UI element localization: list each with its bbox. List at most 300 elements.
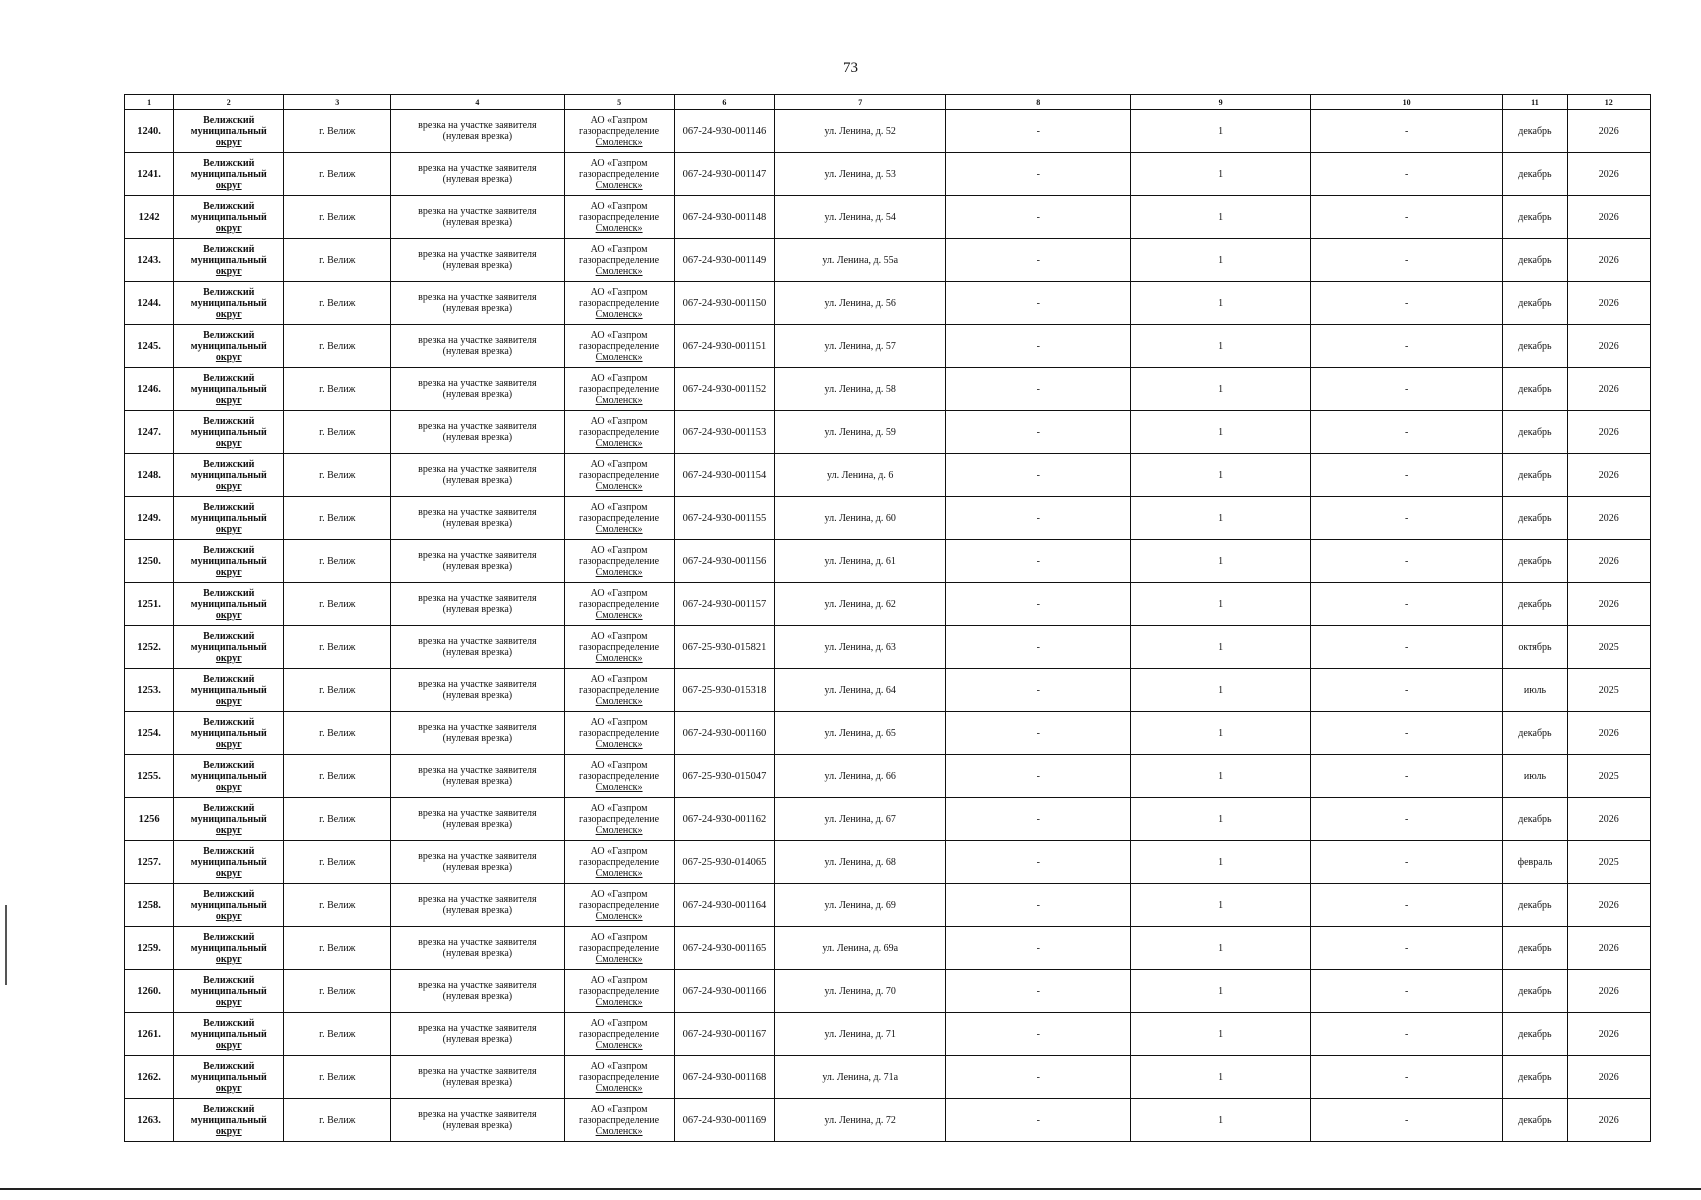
year-cell: 2026 — [1567, 239, 1650, 282]
organization-cell-line: газораспределение — [579, 770, 660, 782]
month-cell: декабрь — [1503, 540, 1567, 583]
work-type-cell-line: врезка на участке заявителя — [418, 722, 537, 733]
work-type-cell — [391, 110, 564, 153]
col9-cell: 1 — [1131, 325, 1311, 368]
row-number: 1248. — [125, 454, 174, 497]
district-cell-line: муниципальный — [190, 297, 267, 309]
row-number: 1259. — [125, 927, 174, 970]
district-cell — [174, 712, 284, 755]
district-cell — [174, 540, 284, 583]
page-number: 73 — [843, 60, 858, 76]
organization-cell — [564, 153, 674, 196]
work-type-cell-line: врезка на участке заявителя — [418, 593, 537, 604]
organization-cell — [564, 755, 674, 798]
row-number: 1241. — [125, 153, 174, 196]
row-number: 1247. — [125, 411, 174, 454]
district-cell-line: муниципальный — [190, 469, 267, 481]
organization-cell-line: АО «Газпром — [590, 802, 648, 814]
organization-cell-line: газораспределение — [579, 555, 660, 567]
organization-cell-line: АО «Газпром — [590, 587, 648, 599]
organization-cell-line: АО «Газпром — [590, 458, 648, 470]
row-number: 1242 — [125, 196, 174, 239]
address-cell: ул. Ленина, д. 56 — [775, 282, 946, 325]
district-cell — [174, 927, 284, 970]
col8-cell: - — [946, 540, 1131, 583]
organization-cell-line: АО «Газпром — [590, 329, 648, 341]
table-row — [125, 755, 1651, 798]
col8-cell: - — [946, 927, 1131, 970]
city-cell: г. Велиж — [284, 239, 391, 282]
col9-cell: 1 — [1131, 1056, 1311, 1099]
month-cell: декабрь — [1503, 153, 1567, 196]
district-cell-line: муниципальный — [190, 340, 267, 352]
year-cell: 2026 — [1567, 798, 1650, 841]
district-cell-line: муниципальный — [190, 125, 267, 137]
col9-cell: 1 — [1131, 583, 1311, 626]
year-cell: 2026 — [1567, 411, 1650, 454]
organization-cell-line: Смоленск» — [595, 222, 643, 234]
col9-cell: 1 — [1131, 841, 1311, 884]
organization-cell-line: газораспределение — [579, 254, 660, 266]
table-row — [125, 884, 1651, 927]
col10-cell: - — [1310, 454, 1502, 497]
district-cell-line: Велижский — [203, 458, 255, 470]
col9-cell: 1 — [1131, 153, 1311, 196]
row-number: 1261. — [125, 1013, 174, 1056]
district-cell — [174, 1099, 284, 1142]
organization-cell-line: газораспределение — [579, 641, 660, 653]
work-type-cell — [391, 841, 564, 884]
district-cell — [174, 669, 284, 712]
work-type-cell-line: (нулевая врезка) — [442, 1120, 513, 1131]
district-cell — [174, 970, 284, 1013]
register-table — [124, 94, 1651, 1142]
district-cell — [174, 239, 284, 282]
organization-cell-line: Смоленск» — [595, 566, 643, 578]
organization-cell — [564, 196, 674, 239]
row-number: 1251. — [125, 583, 174, 626]
table-row — [125, 196, 1651, 239]
code-cell: 067-24-930-001157 — [674, 583, 775, 626]
column-number: 8 — [946, 95, 1131, 110]
work-type-cell-line: врезка на участке заявителя — [418, 550, 537, 561]
district-cell-line: муниципальный — [190, 899, 267, 911]
district-cell-line: муниципальный — [190, 641, 267, 653]
organization-cell-line: АО «Газпром — [590, 157, 648, 169]
column-number: 5 — [564, 95, 674, 110]
city-cell: г. Велиж — [284, 153, 391, 196]
district-cell-line: округ — [215, 179, 242, 191]
month-cell: декабрь — [1503, 110, 1567, 153]
code-cell: 067-24-930-001148 — [674, 196, 775, 239]
organization-cell — [564, 970, 674, 1013]
work-type-cell — [391, 153, 564, 196]
work-type-cell-line: (нулевая врезка) — [442, 991, 513, 1002]
district-cell-line: Велижский — [203, 200, 255, 212]
district-cell — [174, 841, 284, 884]
col10-cell: - — [1310, 669, 1502, 712]
district-cell-line: Велижский — [203, 716, 255, 728]
organization-cell — [564, 1013, 674, 1056]
district-cell — [174, 583, 284, 626]
col9-cell: 1 — [1131, 196, 1311, 239]
organization-cell-line: АО «Газпром — [590, 630, 648, 642]
work-type-cell — [391, 540, 564, 583]
district-cell-line: муниципальный — [190, 856, 267, 868]
district-cell-line: округ — [215, 566, 242, 578]
work-type-cell — [391, 368, 564, 411]
work-type-cell — [391, 583, 564, 626]
work-type-cell-line: врезка на участке заявителя — [418, 851, 537, 862]
month-cell: июль — [1503, 669, 1567, 712]
district-cell — [174, 884, 284, 927]
row-number: 1260. — [125, 970, 174, 1013]
code-cell: 067-24-930-001149 — [674, 239, 775, 282]
work-type-cell-line: врезка на участке заявителя — [418, 464, 537, 475]
district-cell-line: округ — [215, 781, 242, 793]
col10-cell: - — [1310, 325, 1502, 368]
district-cell-line: муниципальный — [190, 211, 267, 223]
address-cell: ул. Ленина, д. 69 — [775, 884, 946, 927]
address-cell: ул. Ленина, д. 68 — [775, 841, 946, 884]
organization-cell-line: АО «Газпром — [590, 501, 648, 513]
year-cell: 2026 — [1567, 368, 1650, 411]
organization-cell-line: Смоленск» — [595, 652, 643, 664]
footer-rule — [0, 1188, 1701, 1190]
col10-cell: - — [1310, 1099, 1502, 1142]
code-cell: 067-24-930-001155 — [674, 497, 775, 540]
register-sheet — [124, 94, 1651, 1142]
col8-cell: - — [946, 497, 1131, 540]
organization-cell-line: АО «Газпром — [590, 888, 648, 900]
district-cell — [174, 798, 284, 841]
year-cell: 2026 — [1567, 110, 1650, 153]
district-cell-line: муниципальный — [190, 555, 267, 567]
district-cell-line: Велижский — [203, 286, 255, 298]
organization-cell-line: Смоленск» — [595, 265, 643, 277]
organization-cell — [564, 798, 674, 841]
col8-cell: - — [946, 970, 1131, 1013]
row-number: 1255. — [125, 755, 174, 798]
work-type-cell — [391, 755, 564, 798]
month-cell: декабрь — [1503, 927, 1567, 970]
table-row — [125, 1056, 1651, 1099]
col8-cell: - — [946, 884, 1131, 927]
organization-cell-line: Смоленск» — [595, 609, 643, 621]
col9-cell: 1 — [1131, 540, 1311, 583]
col10-cell: - — [1310, 1056, 1502, 1099]
district-cell-line: Велижский — [203, 587, 255, 599]
code-cell: 067-25-930-015318 — [674, 669, 775, 712]
col8-cell: - — [946, 282, 1131, 325]
organization-cell-line: газораспределение — [579, 512, 660, 524]
code-cell: 067-24-930-001154 — [674, 454, 775, 497]
city-cell: г. Велиж — [284, 1013, 391, 1056]
col10-cell: - — [1310, 282, 1502, 325]
work-type-cell — [391, 884, 564, 927]
col9-cell: 1 — [1131, 411, 1311, 454]
work-type-cell-line: врезка на участке заявителя — [418, 679, 537, 690]
table-row — [125, 454, 1651, 497]
district-cell-line: округ — [215, 996, 242, 1008]
table-row — [125, 282, 1651, 325]
organization-cell — [564, 626, 674, 669]
work-type-cell-line: (нулевая врезка) — [442, 819, 513, 830]
scan-margin-mark — [5, 905, 7, 985]
col8-cell: - — [946, 1013, 1131, 1056]
table-row — [125, 1013, 1651, 1056]
organization-cell — [564, 583, 674, 626]
row-number: 1257. — [125, 841, 174, 884]
table-row — [125, 712, 1651, 755]
district-cell — [174, 1013, 284, 1056]
year-cell: 2026 — [1567, 583, 1650, 626]
organization-cell-line: АО «Газпром — [590, 931, 648, 943]
row-number: 1262. — [125, 1056, 174, 1099]
address-cell: ул. Ленина, д. 65 — [775, 712, 946, 755]
address-cell: ул. Ленина, д. 70 — [775, 970, 946, 1013]
district-cell-line: муниципальный — [190, 684, 267, 696]
work-type-cell-line: (нулевая врезка) — [442, 905, 513, 916]
address-cell: ул. Ленина, д. 69а — [775, 927, 946, 970]
month-cell: июль — [1503, 755, 1567, 798]
row-number: 1244. — [125, 282, 174, 325]
row-number: 1246. — [125, 368, 174, 411]
district-cell-line: Велижский — [203, 888, 255, 900]
district-cell-line: Велижский — [203, 630, 255, 642]
organization-cell — [564, 497, 674, 540]
organization-cell-line: газораспределение — [579, 684, 660, 696]
city-cell: г. Велиж — [284, 497, 391, 540]
work-type-cell-line: (нулевая врезка) — [442, 690, 513, 701]
district-cell-line: муниципальный — [190, 598, 267, 610]
organization-cell — [564, 110, 674, 153]
city-cell: г. Велиж — [284, 282, 391, 325]
year-cell: 2026 — [1567, 282, 1650, 325]
work-type-cell-line: врезка на участке заявителя — [418, 249, 537, 260]
district-cell-line: муниципальный — [190, 426, 267, 438]
work-type-cell — [391, 927, 564, 970]
district-cell-line: округ — [215, 824, 242, 836]
district-cell — [174, 153, 284, 196]
organization-cell-line: газораспределение — [579, 1028, 660, 1040]
col8-cell: - — [946, 368, 1131, 411]
col10-cell: - — [1310, 540, 1502, 583]
column-number: 11 — [1503, 95, 1567, 110]
district-cell-line: округ — [215, 609, 242, 621]
district-cell-line: Велижский — [203, 501, 255, 513]
table-row — [125, 153, 1651, 196]
district-cell — [174, 282, 284, 325]
district-cell-line: муниципальный — [190, 254, 267, 266]
month-cell: декабрь — [1503, 282, 1567, 325]
col9-cell: 1 — [1131, 755, 1311, 798]
organization-cell — [564, 368, 674, 411]
organization-cell — [564, 411, 674, 454]
organization-cell-line: АО «Газпром — [590, 415, 648, 427]
column-number: 3 — [284, 95, 391, 110]
table-row — [125, 239, 1651, 282]
district-cell-line: округ — [215, 910, 242, 922]
city-cell: г. Велиж — [284, 1056, 391, 1099]
work-type-cell-line: (нулевая врезка) — [442, 1034, 513, 1045]
organization-cell-line: газораспределение — [579, 469, 660, 481]
code-cell: 067-24-930-001152 — [674, 368, 775, 411]
district-cell-line: округ — [215, 1125, 242, 1137]
table-row — [125, 798, 1651, 841]
table-row — [125, 970, 1651, 1013]
work-type-cell-line: врезка на участке заявителя — [418, 507, 537, 518]
col9-cell: 1 — [1131, 239, 1311, 282]
address-cell: ул. Ленина, д. 71 — [775, 1013, 946, 1056]
table-row — [125, 110, 1651, 153]
month-cell: декабрь — [1503, 884, 1567, 927]
district-cell-line: Велижский — [203, 931, 255, 943]
district-cell-line: муниципальный — [190, 383, 267, 395]
district-cell-line: округ — [215, 523, 242, 535]
city-cell: г. Велиж — [284, 970, 391, 1013]
work-type-cell-line: (нулевая врезка) — [442, 1077, 513, 1088]
district-cell-line: Велижский — [203, 544, 255, 556]
row-number: 1258. — [125, 884, 174, 927]
organization-cell — [564, 669, 674, 712]
table-row — [125, 841, 1651, 884]
district-cell-line: муниципальный — [190, 727, 267, 739]
code-cell: 067-24-930-001167 — [674, 1013, 775, 1056]
work-type-cell-line: (нулевая врезка) — [442, 776, 513, 787]
work-type-cell-line: (нулевая врезка) — [442, 432, 513, 443]
work-type-cell — [391, 669, 564, 712]
work-type-cell-line: (нулевая врезка) — [442, 561, 513, 572]
month-cell: декабрь — [1503, 798, 1567, 841]
work-type-cell — [391, 798, 564, 841]
work-type-cell-line: врезка на участке заявителя — [418, 335, 537, 346]
work-type-cell-line: врезка на участке заявителя — [418, 765, 537, 776]
col9-cell: 1 — [1131, 454, 1311, 497]
organization-cell-line: газораспределение — [579, 598, 660, 610]
work-type-cell-line: (нулевая врезка) — [442, 260, 513, 271]
year-cell: 2026 — [1567, 325, 1650, 368]
row-number: 1256 — [125, 798, 174, 841]
organization-cell-line: газораспределение — [579, 813, 660, 825]
work-type-cell — [391, 411, 564, 454]
row-number: 1252. — [125, 626, 174, 669]
table-body — [125, 110, 1651, 1142]
organization-cell-line: АО «Газпром — [590, 1060, 648, 1072]
work-type-cell-line: (нулевая врезка) — [442, 475, 513, 486]
organization-cell-line: АО «Газпром — [590, 372, 648, 384]
work-type-cell-line: врезка на участке заявителя — [418, 937, 537, 948]
work-type-cell-line: (нулевая врезка) — [442, 647, 513, 658]
city-cell: г. Велиж — [284, 110, 391, 153]
organization-cell — [564, 239, 674, 282]
column-number: 6 — [674, 95, 775, 110]
code-cell: 067-24-930-001150 — [674, 282, 775, 325]
col8-cell: - — [946, 153, 1131, 196]
work-type-cell — [391, 1056, 564, 1099]
col8-cell: - — [946, 239, 1131, 282]
work-type-cell — [391, 970, 564, 1013]
column-number: 4 — [391, 95, 564, 110]
work-type-cell-line: (нулевая врезка) — [442, 389, 513, 400]
address-cell: ул. Ленина, д. 58 — [775, 368, 946, 411]
work-type-cell-line: врезка на участке заявителя — [418, 636, 537, 647]
organization-cell-line: Смоленск» — [595, 953, 643, 965]
col8-cell: - — [946, 712, 1131, 755]
year-cell: 2026 — [1567, 1056, 1650, 1099]
month-cell: декабрь — [1503, 325, 1567, 368]
city-cell: г. Велиж — [284, 196, 391, 239]
code-cell: 067-24-930-001165 — [674, 927, 775, 970]
col8-cell: - — [946, 1099, 1131, 1142]
district-cell-line: Велижский — [203, 1060, 255, 1072]
col9-cell: 1 — [1131, 110, 1311, 153]
organization-cell — [564, 454, 674, 497]
month-cell: декабрь — [1503, 497, 1567, 540]
organization-cell-line: газораспределение — [579, 727, 660, 739]
organization-cell — [564, 884, 674, 927]
col10-cell: - — [1310, 927, 1502, 970]
code-cell: 067-24-930-001166 — [674, 970, 775, 1013]
month-cell: декабрь — [1503, 411, 1567, 454]
col9-cell: 1 — [1131, 669, 1311, 712]
col10-cell: - — [1310, 368, 1502, 411]
year-cell: 2026 — [1567, 884, 1650, 927]
district-cell-line: округ — [215, 1082, 242, 1094]
column-number: 7 — [775, 95, 946, 110]
organization-cell-line: АО «Газпром — [590, 759, 648, 771]
column-number: 10 — [1310, 95, 1502, 110]
work-type-cell — [391, 325, 564, 368]
organization-cell — [564, 841, 674, 884]
district-cell-line: округ — [215, 394, 242, 406]
col9-cell: 1 — [1131, 1013, 1311, 1056]
district-cell-line: округ — [215, 738, 242, 750]
col10-cell: - — [1310, 798, 1502, 841]
address-cell: ул. Ленина, д. 57 — [775, 325, 946, 368]
col8-cell: - — [946, 196, 1131, 239]
work-type-cell-line: врезка на участке заявителя — [418, 894, 537, 905]
col10-cell: - — [1310, 1013, 1502, 1056]
row-number: 1245. — [125, 325, 174, 368]
district-cell — [174, 196, 284, 239]
organization-cell — [564, 712, 674, 755]
year-cell: 2026 — [1567, 153, 1650, 196]
address-cell: ул. Ленина, д. 72 — [775, 1099, 946, 1142]
organization-cell-line: АО «Газпром — [590, 974, 648, 986]
district-cell-line: муниципальный — [190, 1114, 267, 1126]
organization-cell-line: Смоленск» — [595, 480, 643, 492]
city-cell: г. Велиж — [284, 669, 391, 712]
month-cell: декабрь — [1503, 454, 1567, 497]
col10-cell: - — [1310, 196, 1502, 239]
district-cell-line: Велижский — [203, 1017, 255, 1029]
organization-cell-line: АО «Газпром — [590, 544, 648, 556]
district-cell-line: округ — [215, 437, 242, 449]
district-cell-line: Велижский — [203, 114, 255, 126]
row-number: 1254. — [125, 712, 174, 755]
table-row — [125, 368, 1651, 411]
work-type-cell-line: (нулевая врезка) — [442, 733, 513, 744]
organization-cell-line: газораспределение — [579, 125, 660, 137]
organization-cell — [564, 282, 674, 325]
address-cell: ул. Ленина, д. 66 — [775, 755, 946, 798]
organization-cell-line: Смоленск» — [595, 1125, 643, 1137]
col8-cell: - — [946, 411, 1131, 454]
district-cell-line: округ — [215, 867, 242, 879]
col10-cell: - — [1310, 970, 1502, 1013]
code-cell: 067-25-930-015047 — [674, 755, 775, 798]
